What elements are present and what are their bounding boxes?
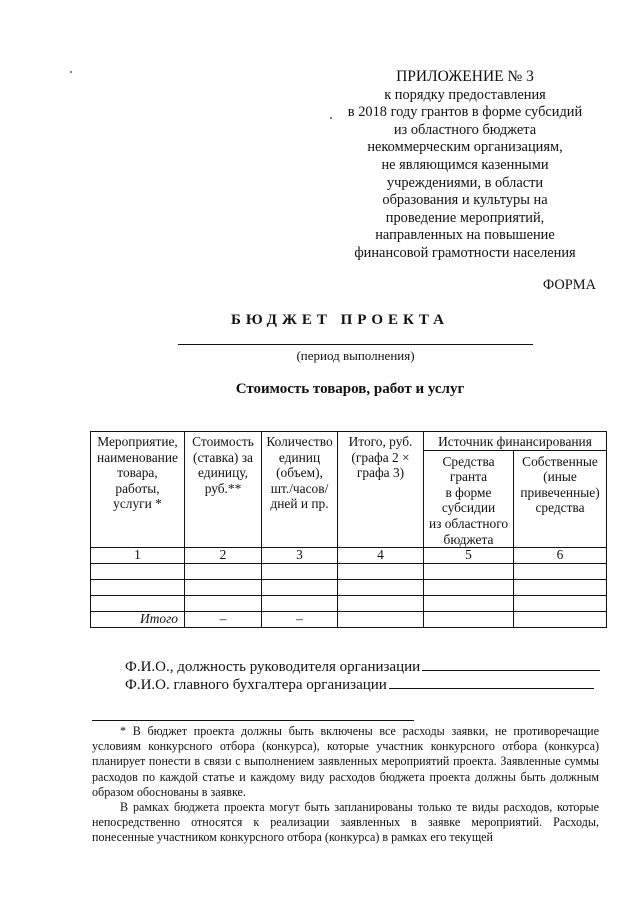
section-title: Стоимость товаров, работ и услуг xyxy=(235,381,465,397)
table-cell[interactable] xyxy=(338,564,424,580)
table-cell[interactable] xyxy=(185,596,262,612)
footnote-text: * В бюджет проекта должны быть включены все расходы заявки, не противоречащие условиям конкурсного отбора (конкурса), которые участник конкурсного отбора (конкурса) планирует понести в связи с выполнением заявленных мероприятий проекта. Заявленные суммы расходов по каждой статье и каждому виду расходов бюджета проекта должны быть должным образом обоснованы в заявке. xyxy=(92,724,599,799)
header-own-funds: Собственные (иные привеченные) средства xyxy=(514,450,607,548)
column-number: 6 xyxy=(514,548,607,564)
appendix-line: финансовой грамотности населения xyxy=(354,244,576,261)
appendix-line: в 2018 году грантов в форме субсидий xyxy=(347,104,583,121)
table-cell[interactable] xyxy=(514,564,607,580)
column-number-row xyxy=(91,548,607,564)
table-cell[interactable] xyxy=(91,596,185,612)
scan-speck xyxy=(70,71,72,73)
header-funding-source: Источник финансирования xyxy=(424,432,607,451)
table-cell[interactable] xyxy=(91,564,185,580)
header-grant-funds: Средства гранта в форме субсидии из областного бюджета xyxy=(424,450,514,548)
header-total: Итого, руб. (графа 2 × графа 3) xyxy=(338,432,424,548)
signature-line-director xyxy=(125,657,605,676)
total-cell[interactable] xyxy=(514,612,607,628)
signature-label: Ф.И.О., должность руководителя организации xyxy=(125,659,421,675)
form-label: ФОРМА xyxy=(542,277,596,293)
appendix-line: некоммерческим организациям, xyxy=(367,139,563,156)
signature-blank[interactable] xyxy=(422,657,600,671)
period-blank-line xyxy=(178,344,533,345)
total-cell[interactable] xyxy=(424,612,514,628)
total-row xyxy=(91,612,607,628)
table-cell[interactable] xyxy=(262,564,338,580)
header-quantity: Количество единиц (объем), шт./часов/ дней и пр. xyxy=(262,432,338,548)
appendix-line: из областного бюджета xyxy=(393,121,537,138)
column-number: 2 xyxy=(185,548,262,564)
total-cell[interactable] xyxy=(338,612,424,628)
column-number: 5 xyxy=(424,548,514,564)
table-cell[interactable] xyxy=(424,564,514,580)
total-label: Итого xyxy=(91,612,185,628)
signature-blank[interactable] xyxy=(389,675,594,689)
table-cell[interactable] xyxy=(91,580,185,596)
budget-table xyxy=(90,431,607,628)
appendix-line: направленных на повышение xyxy=(375,227,555,244)
footnote-2 xyxy=(92,800,599,846)
column-number: 1 xyxy=(91,548,185,564)
table-cell[interactable] xyxy=(262,580,338,596)
table-cell[interactable] xyxy=(185,564,262,580)
table-cell[interactable] xyxy=(514,580,607,596)
period-caption: (период выполнения) xyxy=(296,348,415,363)
table-cell[interactable] xyxy=(185,580,262,596)
table-row xyxy=(91,564,607,580)
total-cell: – xyxy=(185,612,262,628)
table-cell[interactable] xyxy=(424,580,514,596)
appendix-line: проведение мероприятий, xyxy=(385,209,545,226)
header-unit-cost: Стоимость (ставка) за единицу, руб.** xyxy=(185,432,262,548)
footnote-separator xyxy=(92,720,414,721)
column-number: 4 xyxy=(338,548,424,564)
column-number: 3 xyxy=(262,548,338,564)
footnote-text: В рамках бюджета проекта могут быть запланированы только те виды расходов, которые непосредственно относятся к реализации заявленных в заявке мероприятий. Расходы, понесенные участником конкурсного отбора (конкурса) в рамках его текущей xyxy=(92,800,599,845)
table-row xyxy=(91,580,607,596)
appendix-line: к порядку предоставления xyxy=(384,86,546,103)
document-title: БЮДЖЕТ ПРОЕКТА xyxy=(231,312,449,328)
header-activity: Мероприятие, наименование товара, работы, услуги * xyxy=(91,432,185,548)
table-row xyxy=(91,596,607,612)
table-cell[interactable] xyxy=(338,580,424,596)
appendix-line: учреждениями, в области xyxy=(386,174,544,191)
total-cell: – xyxy=(262,612,338,628)
appendix-header xyxy=(330,68,600,263)
signature-line-accountant xyxy=(125,675,605,694)
table-cell[interactable] xyxy=(514,596,607,612)
appendix-line: не являющимся казенными xyxy=(381,156,549,173)
table-header-row xyxy=(91,432,607,451)
footnote-1 xyxy=(92,724,599,800)
table-cell[interactable] xyxy=(424,596,514,612)
table-cell[interactable] xyxy=(262,596,338,612)
appendix-line: образования и культуры на xyxy=(382,192,548,209)
appendix-title: ПРИЛОЖЕНИЕ № 3 xyxy=(396,68,534,85)
signature-label: Ф.И.О. главного бухгалтера организации xyxy=(125,677,387,693)
table-cell[interactable] xyxy=(338,596,424,612)
